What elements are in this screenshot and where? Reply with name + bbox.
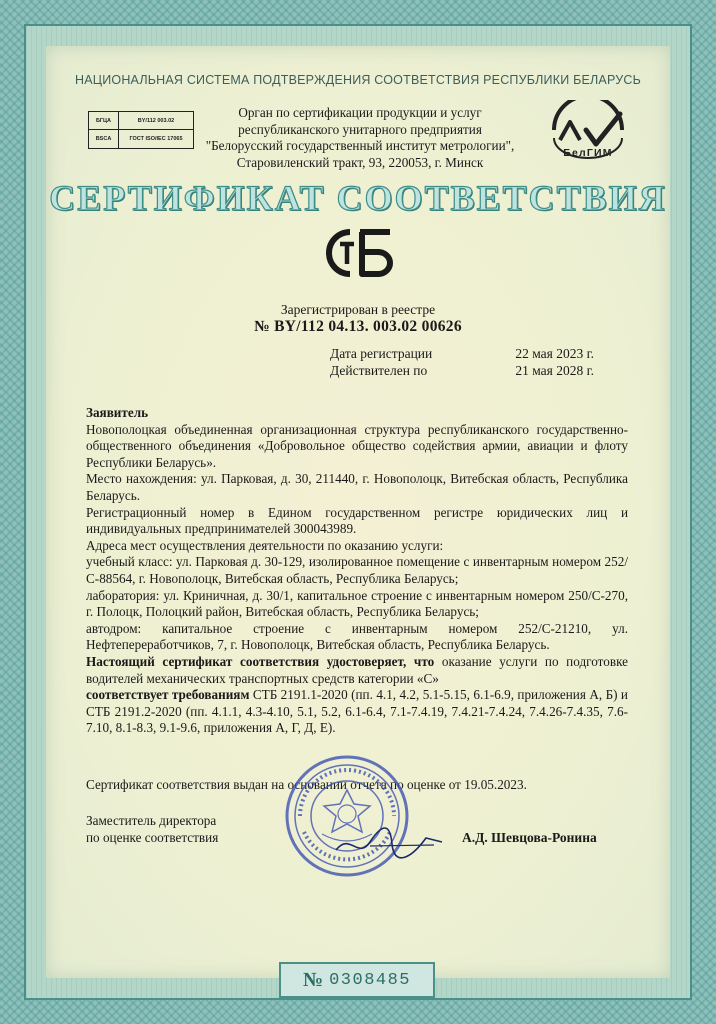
org-line: республиканского унитарного предприятия [238,121,482,137]
requirements-text: СТБ 2191.1-2020 (пп. 4.1, 4.2, 5.1-5.15, 6.1-6.9, приложения А, Б) и СТБ 2191.2-2020 (пп. 4.1.1, 4.3-4.10, 5.1, 5.2, 6.1-6.4, 7.1-7.4.19, 7.4.21-7.4.24, 7.4.26-7.4.35, 7.6-7.10, 8.1-8.3, 9.1-9.6, приложения А, Г, Д, Е). [86,687,628,736]
serial-prefix: № [302,968,324,991]
accreditation-top-right: BY/112 003.02 [119,112,193,130]
certificate-title: СЕРТИФИКАТ СООТВЕТСТВИЯ [49,178,667,218]
certification-body [200,105,520,171]
certifies-bold: Настоящий сертификат соответствия удостоверяет, что [86,653,435,669]
org-line: Старовиленский тракт, 93, 220053, г. Минск [236,154,484,170]
issued-basis: Сертификат соответствия выдан на основании отчета по оценке от 19.05.2023. [86,777,527,792]
registry-number: № BY/112 04.13. 003.02 00626 [254,318,462,335]
address-lab: лаборатория: ул. Криничная, д. 30/1, капитальное строение с инвентарным номером 250/С-270, г. Полоцк, Полоцкий район, Витебская область, Республика Беларусь; [86,587,628,620]
validity-date-label: Действителен по [330,363,428,378]
registration-date-label: Дата регистрации [330,346,433,361]
validity-date-value: 21 мая 2028 г. [515,363,594,378]
address-class: учебный класс: ул. Парковая д. 30-129, изолированное помещение с инвентарным номером 252/С-88564, г. Новополоцк, Витебская область, Республика Беларусь; [86,554,628,586]
validity-date-row [330,363,594,379]
stb-logo-icon [320,226,396,280]
handwritten-signature-icon [330,812,450,872]
signatory-position [86,812,218,846]
national-system-heading: НАЦИОНАЛЬНАЯ СИСТЕМА ПОДТВЕРЖДЕНИЯ СООТВЕТСТВИЯ РЕСПУБЛИКИ БЕЛАРУСЬ [75,73,641,87]
requirements-bold: соответствует требованиям [86,687,250,703]
org-line: "Белорусский государственный институт метрологии", [205,138,515,153]
applicant-reg-number: Регистрационный номер в Едином государственном регистре юридических лиц и индивидуальных предпринимателей 300043989. [86,504,628,537]
certifies-service: оказание услуги по подготовке водителей механических транспортных средств категории «С» [86,653,628,686]
accreditation-top-left: БГЦА [89,112,119,130]
belgim-logo-text: БелГИМ [563,147,613,159]
serial-number: 0308485 [329,970,412,990]
accreditation-bottom-right: ГОСТ ISO/IEC 17065 [129,136,183,142]
accreditation-bottom-left: BSCA [89,130,119,148]
applicant-name: Новополоцкая объединенная организационная структура республиканского государственно-общественного объединения «Добровольное общество содействия армии, авиации и флоту Республики Беларусь». [86,421,628,470]
certificate-body-text [86,405,628,737]
serial-number-box [279,962,435,998]
registration-date-row [330,346,594,362]
accreditation-mark [88,111,194,149]
applicant-heading: Заявитель [86,405,149,420]
requirements-paragraph [86,687,628,737]
signatory-position-line1: Заместитель директора [86,813,217,828]
address-autodrome: автодром: капитальное строение с инвентарным номером 252/С-21210, ул. Нефтепереработчиков, 7, г. Новополоцк, Витебская область, Республика Беларусь. [86,620,628,653]
applicant-location: Место нахождения: ул. Парковая, д. 30, 211440, г. Новополоцк, Витебская область, Республика Беларусь. [86,471,628,503]
signatory-name: А.Д. Шевцова-Ронина [462,830,597,845]
certifies-paragraph [86,654,628,687]
org-line: Орган по сертификации продукции и услуг [238,105,482,120]
registration-date-value: 22 мая 2023 г. [515,346,594,361]
signatory-position-line2: по оценке соответствия [86,830,219,845]
addresses-heading: Адреса мест осуществления деятельности по оказанию услуги: [86,537,444,553]
registry-label: Зарегистрирован в реестре [280,302,436,317]
